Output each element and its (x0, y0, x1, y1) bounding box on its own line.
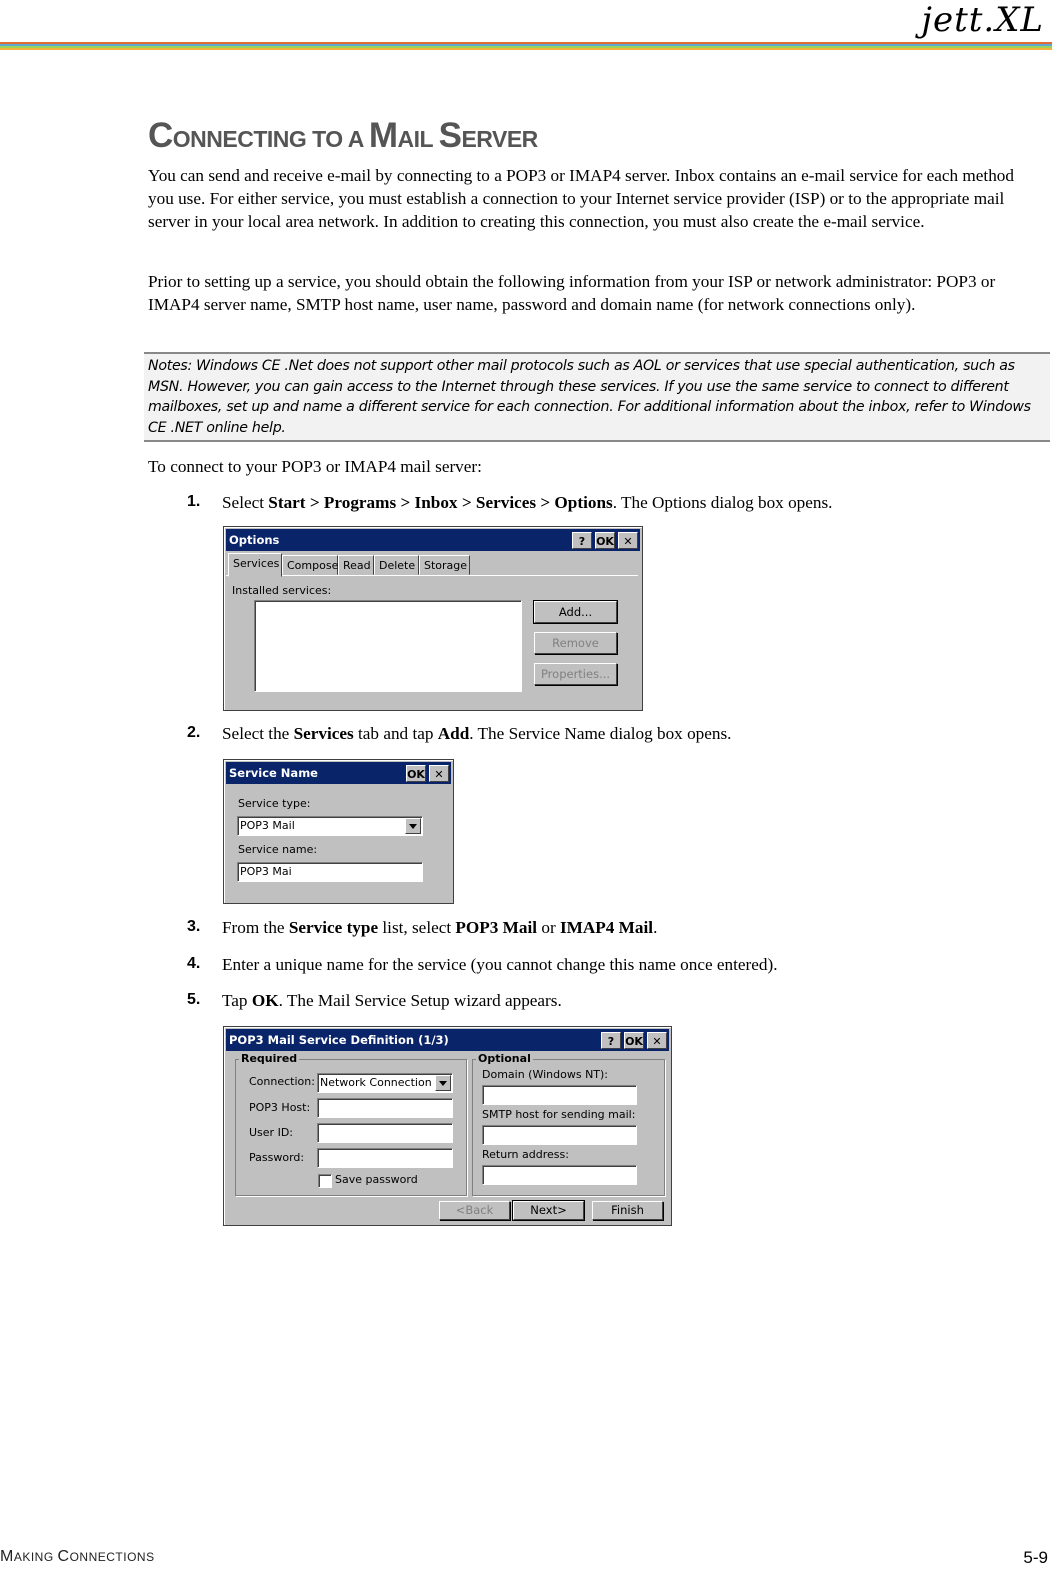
add-button[interactable]: Add... (534, 601, 617, 623)
connection-select[interactable]: Network Connection (317, 1073, 453, 1093)
dialog-title: Service Name (229, 766, 318, 780)
tab-storage[interactable]: Storage (419, 555, 470, 575)
connect-intro: To connect to your POP3 or IMAP4 mail server: (148, 457, 482, 476)
tab-panel (226, 575, 638, 576)
close-icon[interactable]: ✕ (647, 1032, 667, 1049)
return-address-label: Return address: (482, 1148, 569, 1161)
save-password-checkbox[interactable] (318, 1174, 332, 1188)
required-group (235, 1052, 467, 1196)
chevron-down-icon[interactable] (435, 1075, 451, 1091)
connection-label: Connection: (249, 1075, 315, 1088)
page-title: CONNECTING TO A MAIL SERVER (148, 116, 538, 155)
ok-button[interactable]: OK (595, 532, 615, 549)
save-password-label: Save password (335, 1173, 418, 1186)
step-text: Select Start > Programs > Inbox > Services > Options. The Options dialog box opens. (222, 493, 833, 512)
domain-label: Domain (Windows NT): (482, 1068, 609, 1081)
return-address-input[interactable] (482, 1165, 637, 1185)
properties-button[interactable]: Properties... (534, 663, 617, 685)
finish-button[interactable]: Finish (592, 1201, 663, 1220)
optional-group (472, 1052, 665, 1196)
next-button[interactable]: Next> (513, 1201, 584, 1220)
password-input[interactable] (317, 1148, 453, 1168)
prereq-paragraph: Prior to setting up a service, you should obtain the following information from your ISP or network administrator: POP3 or IMAP4 server name, SMTP host name, user name, password and domain name (for network connections only). (148, 272, 996, 314)
tab-delete[interactable]: Delete (374, 555, 419, 575)
optional-label: Optional (478, 1052, 531, 1065)
chevron-down-icon[interactable] (405, 818, 421, 834)
step-number: 3. (187, 918, 201, 935)
password-label: Password: (249, 1151, 305, 1164)
options-dialog (223, 526, 643, 711)
service-type-label: Service type: (238, 797, 311, 810)
step-text: From the Service type list, select POP3 Mail or IMAP4 Mail. (222, 918, 658, 937)
tab-compose[interactable]: Compose (282, 555, 338, 575)
step-text: Select the Services tab and tap Add. The Service Name dialog box opens. (222, 724, 732, 743)
dialog-title: Options (229, 533, 280, 547)
step-text: Enter a unique name for the service (you cannot change this name once entered). (222, 955, 778, 974)
page-number: 5-9 (1023, 1548, 1048, 1567)
service-name-dialog (223, 759, 454, 904)
ok-button[interactable]: OK (406, 765, 426, 782)
dialog-title: POP3 Mail Service Definition (1/3) (229, 1033, 449, 1047)
pop3-host-input[interactable] (317, 1098, 453, 1118)
step-number: 5. (187, 991, 201, 1008)
step-text: Tap OK. The Mail Service Setup wizard appears. (222, 991, 562, 1010)
service-name-input[interactable]: POP3 Mai (237, 862, 423, 882)
jett-xl-logo: jett.XL (921, 0, 1044, 40)
tab-read[interactable]: Read (338, 555, 374, 575)
step-number: 1. (187, 493, 201, 510)
options-titlebar (226, 529, 640, 551)
close-icon[interactable]: ✕ (429, 765, 449, 782)
installed-services-label: Installed services: (232, 584, 332, 597)
domain-input[interactable] (482, 1085, 637, 1105)
help-button[interactable]: ? (601, 1032, 621, 1049)
step-number: 2. (187, 724, 201, 741)
smtp-host-input[interactable] (482, 1125, 637, 1145)
ok-button[interactable]: OK (624, 1032, 644, 1049)
smtp-host-label: SMTP host for sending mail: (482, 1108, 636, 1121)
step-number: 4. (187, 955, 201, 972)
service-name-titlebar (226, 762, 451, 784)
note-text: Notes: Windows CE .Net does not support other mail protocols such as AOL or services that use special authentication, such as MSN. However, you can gain access to the Internet through these services. If you use the same service to connect to different mailboxes, set up and name a different service for each connection. For additional information about the inbox, refer to Windows CE .NET online help. (148, 358, 1031, 436)
user-id-label: User ID: (249, 1126, 293, 1139)
pop3-definition-dialog (223, 1026, 672, 1226)
note-box (144, 352, 1050, 442)
header-rule-4 (0, 48, 1052, 50)
user-id-input[interactable] (317, 1123, 453, 1143)
help-button[interactable]: ? (572, 532, 592, 549)
required-label: Required (241, 1052, 298, 1065)
service-name-label: Service name: (238, 843, 318, 856)
close-icon[interactable]: ✕ (618, 532, 638, 549)
footer-section-title: MAKING CONNECTIONS (0, 1548, 155, 1565)
service-type-select[interactable]: POP3 Mail (237, 816, 423, 836)
installed-services-list[interactable] (254, 600, 522, 692)
tab-services[interactable]: Services (228, 553, 282, 577)
remove-button[interactable]: Remove (534, 632, 617, 654)
pop3-titlebar (226, 1029, 669, 1051)
pop3-host-label: POP3 Host: (249, 1101, 311, 1114)
back-button[interactable]: <Back (439, 1201, 510, 1220)
intro-paragraph: You can send and receive e-mail by connecting to a POP3 or IMAP4 server. Inbox contains an e-mail service for each method you use. For either service, you must establish a connection to your Internet service provider (ISP) or to the appropriate mail server in your local area network. In addition to creating this connection, you must also create the e-mail service. (148, 166, 1014, 231)
